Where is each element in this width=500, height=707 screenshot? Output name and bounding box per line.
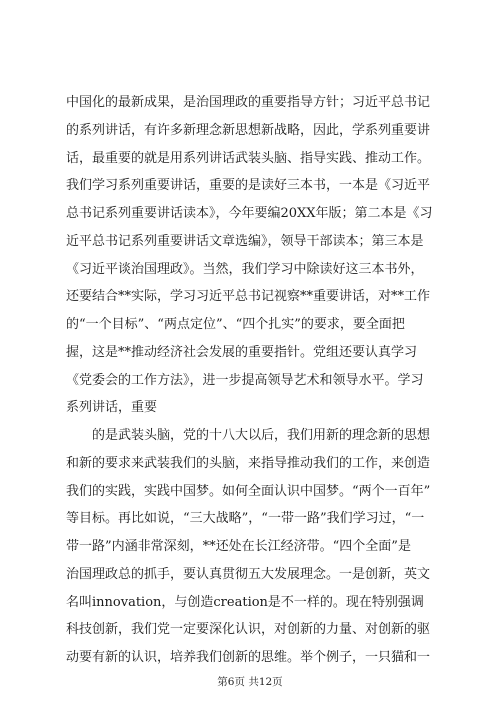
- text-line: 《习近平谈治国理政》。当然，我们学习中除读好这三本书外，: [66, 261, 424, 277]
- text-line: 总书记系列重要讲话读本》，今年要编20XX年版；第二本是《习: [66, 206, 433, 221]
- text-line: 带一路”内涵非常深刻，**还处在长江经济带。“四个全面”是: [66, 539, 411, 554]
- text-line: 系列讲话，重要: [66, 400, 158, 416]
- text-line: 的“一个目标”、“两点定位”、“四个扎实”的要求，要全面把: [66, 317, 405, 332]
- text-line: 名叫innovation，与创造creation是不一样的。现在特别强调: [66, 594, 424, 610]
- text-line: 科技创新，我们党一定要深化认识，对创新的力量、对创新的驱: [66, 622, 431, 638]
- text-line: 握，这是**推动经济社会发展的重要指针。党组还要认真学习: [66, 344, 418, 360]
- text-line: 还要结合**实际，学习习近平总书记视察**重要讲话，对**工作: [66, 289, 431, 305]
- text-line: 治国理政总的抓手，要认真贯彻五大发展理念。一是创新，英文: [66, 566, 431, 582]
- text-line: 的是武装头脑，党的十八大以后，我们用新的理念新的思想: [92, 428, 431, 443]
- text-line: 我们学习系列重要讲话，重要的是读好三本书，一本是《习近平: [66, 178, 431, 194]
- text-line: 中国化的最新成果，是治国理政的重要指导方针；习近平总书记: [66, 95, 431, 110]
- text-line: 话，最重要的就是用系列讲话武装头脑、指导实践、推动工作。: [66, 150, 431, 166]
- text-line: 我们的实践，实践中国梦。如何全面认识中国梦。“两个一百年”: [66, 483, 431, 499]
- paragraph: [66, 422, 446, 672]
- text-line: 的系列讲话，有许多新理念新思想新战略，因此，学系列重要讲: [66, 122, 431, 138]
- text-line: 等目标。再比如说，“三大战略”，“一带一路”我们学习过，“一: [66, 511, 425, 527]
- text-line: 和新的要求来武装我们的头脑，来指导推动我们的工作，来创造: [66, 455, 431, 471]
- page-number-footer: 第6页 共12页: [217, 676, 283, 688]
- text-line: 《党委会的工作方法》，进一步提高领导艺术和领导水平。学习: [66, 372, 424, 388]
- text-line: 动要有新的认识，培养我们创新的思维。举个例子，一只猫和一: [66, 650, 431, 665]
- document-body: [66, 89, 446, 672]
- text-line: 近平总书记系列重要讲话文章选编》，领导干部读本；第三本是: [66, 233, 424, 249]
- paragraph: [66, 89, 446, 422]
